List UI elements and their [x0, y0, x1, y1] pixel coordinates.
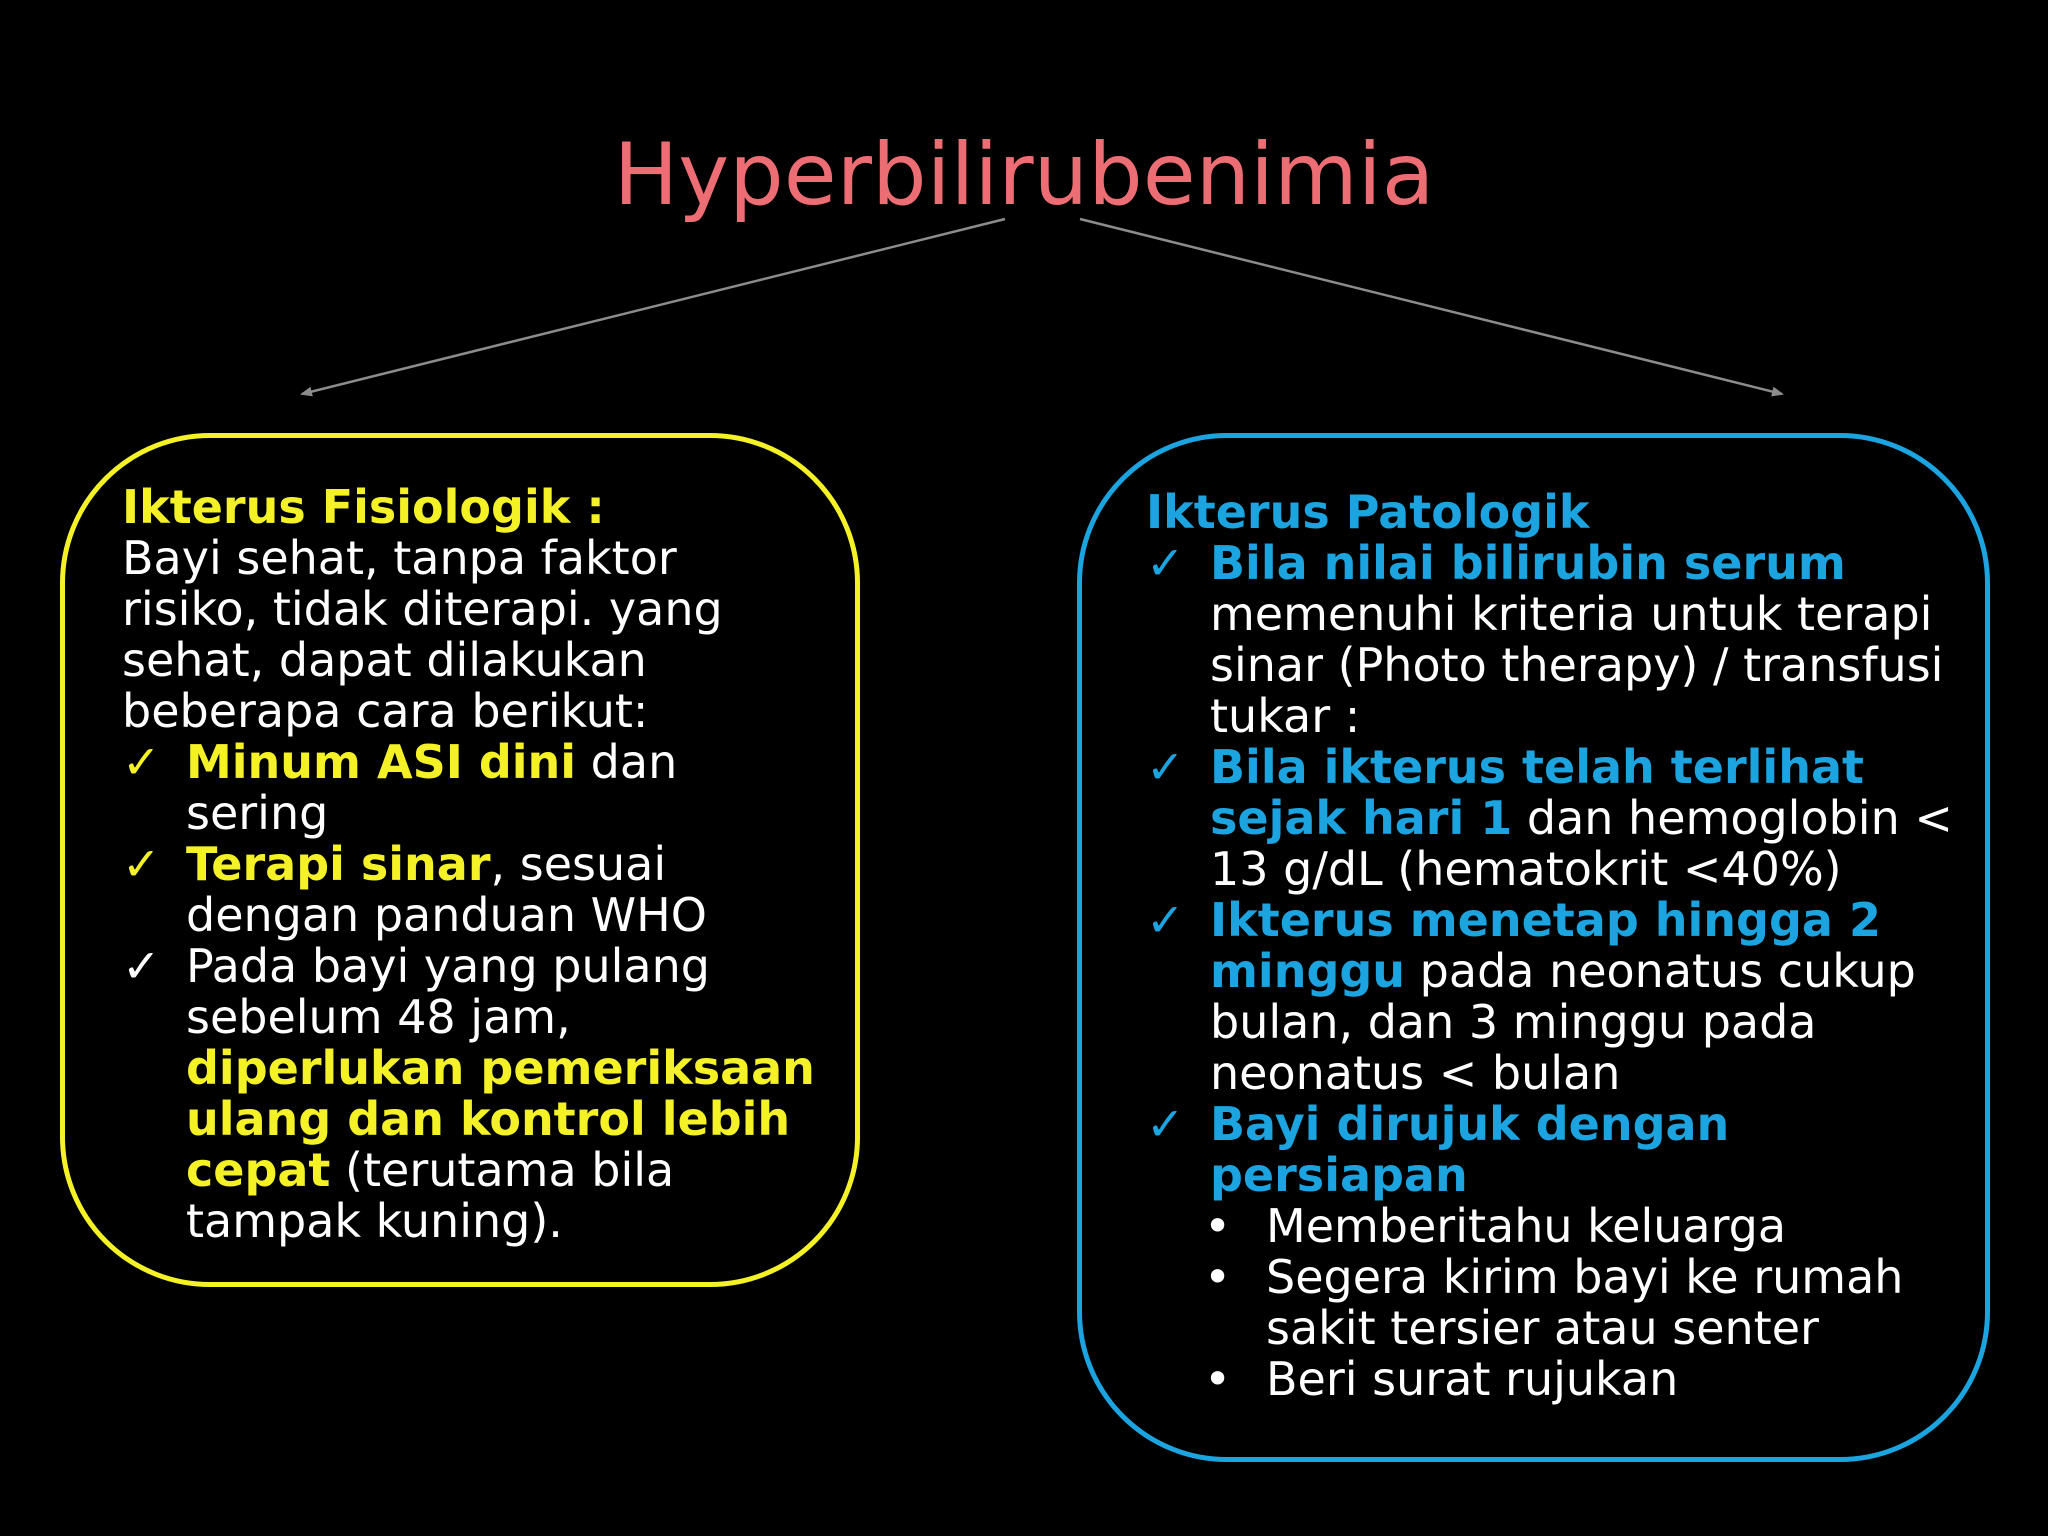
- patologik-content: [1146, 487, 1966, 1405]
- subitem-text: Segera kirim bayi ke rumah sakit tersier atau senter: [1266, 1250, 1904, 1355]
- fisiologik-item-3: [122, 941, 822, 1247]
- patologik-subitem-2: [1146, 1252, 1966, 1354]
- subitem-text: Beri surat rujukan: [1266, 1352, 1679, 1406]
- fisiologik-intro: Bayi sehat, tanpa faktor risiko, tidak diterapi. yang sehat, dapat dilakukan beberapa cara berikut:: [122, 531, 723, 738]
- slide-title: Hyperbilirubenimia: [613, 125, 1435, 225]
- item-text-pre: Pada bayi yang pulang sebelum 48 jam,: [186, 939, 710, 1044]
- arrow-to-fisiologik: [302, 219, 1005, 394]
- checkmark-icon: ✓: [122, 735, 161, 789]
- checkmark-icon: ✓: [122, 939, 161, 993]
- arrow-to-patologik: [1080, 219, 1782, 394]
- patologik-item-3: [1146, 895, 1966, 1099]
- checkmark-icon: ✓: [1146, 536, 1185, 590]
- item-text: pada neonatus cukup bulan, dan 3 minggu pada neonatus < bulan: [1210, 944, 1916, 1100]
- item-bold-text: diperlukan pemeriksaan ulang dan kontrol lebih cepat: [186, 1041, 815, 1197]
- patologik-subitem-1: [1146, 1201, 1966, 1252]
- checkmark-icon: ✓: [1146, 1097, 1185, 1151]
- bullet-icon: •: [1204, 1352, 1232, 1406]
- bullet-icon: •: [1204, 1199, 1232, 1253]
- item-bold-text: Bila ikterus telah terlihat sejak hari 1: [1210, 740, 1864, 845]
- fisiologik-heading: Ikterus Fisiologik :: [122, 480, 605, 534]
- fisiologik-content: [122, 482, 822, 1247]
- patologik-item-1: [1146, 538, 1966, 742]
- patologik-heading: Ikterus Patologik: [1146, 485, 1590, 539]
- item-bold-text: Ikterus menetap hingga 2 minggu: [1210, 893, 1881, 998]
- checkmark-icon: ✓: [1146, 893, 1185, 947]
- item-text: (terutama bila tampak kuning).: [186, 1143, 675, 1248]
- patologik-subitem-3: [1146, 1354, 1966, 1405]
- subitem-text: Memberitahu keluarga: [1266, 1199, 1787, 1253]
- bullet-icon: •: [1204, 1250, 1232, 1304]
- item-bold-text: Bila nilai bilirubin serum: [1210, 536, 1846, 590]
- item-text: , sesuai dengan panduan WHO: [186, 837, 707, 942]
- item-bold-text: Terapi sinar: [186, 837, 491, 891]
- checkmark-icon: ✓: [122, 837, 161, 891]
- checkmark-icon: ✓: [1146, 740, 1185, 794]
- patologik-item-2: [1146, 742, 1966, 895]
- patologik-item-4: [1146, 1099, 1966, 1201]
- fisiologik-item-2: [122, 839, 822, 941]
- item-text: dan hemoglobin < 13 g/dL (hematokrit <40%): [1210, 791, 1953, 896]
- item-bold-text: Minum ASI dini: [186, 735, 577, 789]
- fisiologik-item-1: [122, 737, 822, 839]
- item-text: dan sering: [186, 735, 678, 840]
- item-bold-text: Bayi dirujuk dengan persiapan: [1210, 1097, 1730, 1202]
- item-text: memenuhi kriteria untuk terapi sinar (Photo therapy) / transfusi tukar :: [1210, 587, 1944, 743]
